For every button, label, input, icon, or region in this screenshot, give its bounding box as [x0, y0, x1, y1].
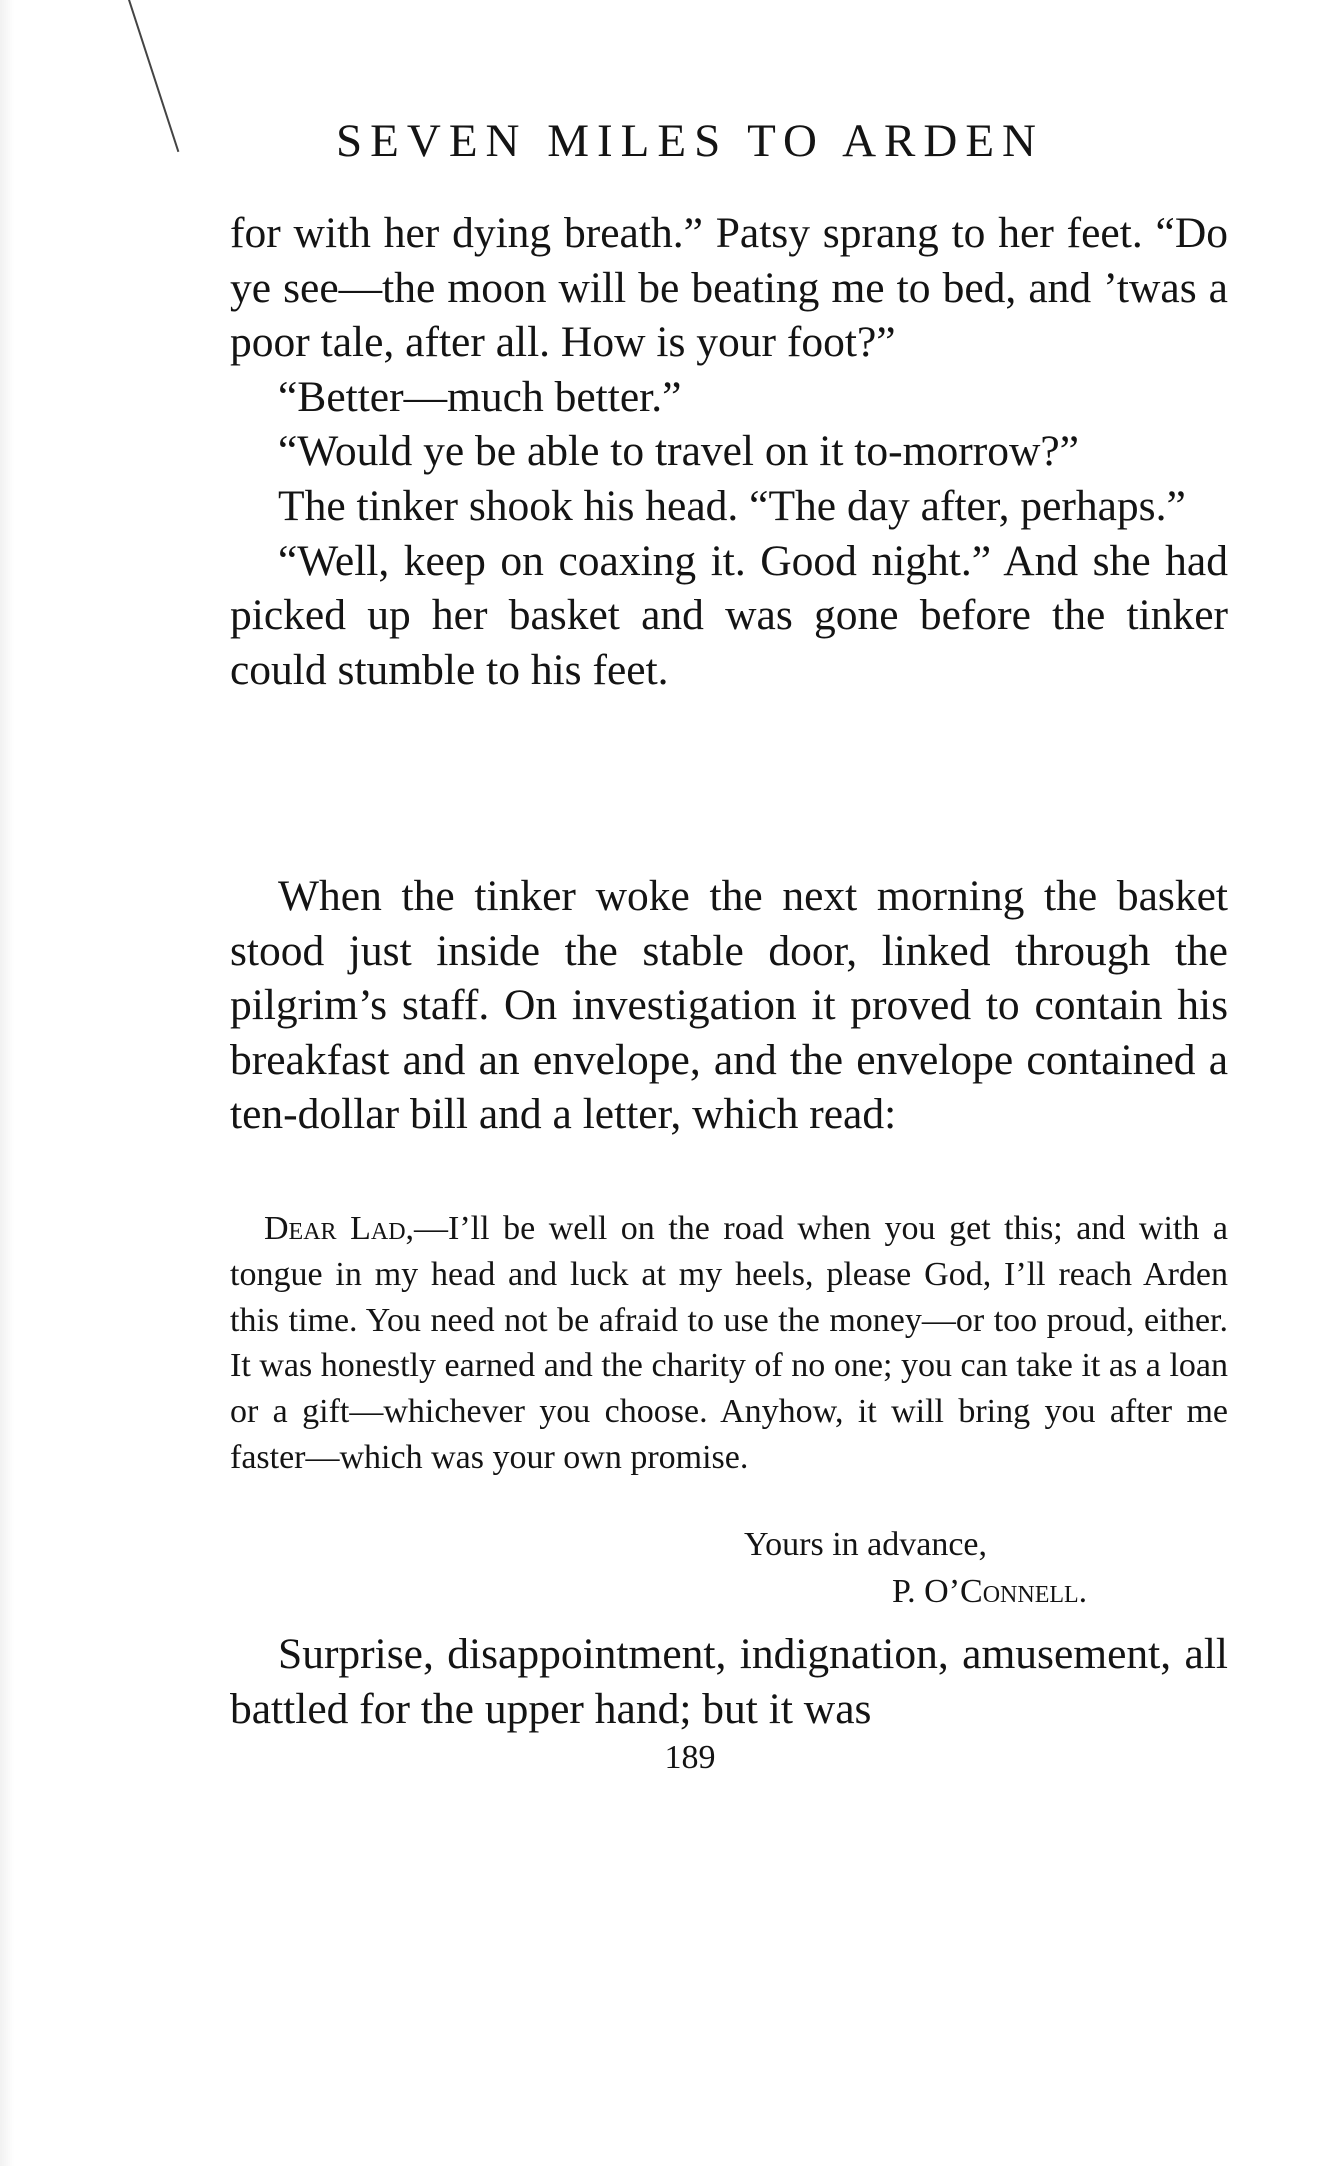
paragraph-dialogue-ending: for with her dying breath.” Patsy sprang to her feet. “Do ye see—the moon will be beating me to bed, and ’twas a poor tale, after all. How is your foot?” [230, 209, 1228, 367]
paragraph-surprise: Surprise, disappointment, indignation, amusement, all battled for the upper hand; but it was [230, 1630, 1228, 1733]
page-edge-shadow [0, 0, 14, 2166]
paragraph-better: “Better—much better.” [278, 372, 682, 421]
letter-text: —I’ll be well on the road when you get this; and with a tongue in my head and luck at my heels, please God, I’ll reach Arden this time. You need not be afraid to use the money—or too proud, either. It was honestly earned and the charity of no one; you can take it as a loan or a gift—whichever you choose. Anyhow, it will bring you after me faster—which was your own promise. [230, 1210, 1228, 1476]
paragraph-next-morning: When the tinker woke the next morning the basket stood just inside the stable door, linked through the pilgrim’s staff. On investigation it proved to contain his breakfast and an envelope, and the envelope contained a ten-dollar bill and a letter, which read: [230, 872, 1228, 1139]
opening-text-block [230, 206, 1228, 697]
morning-text-block [230, 869, 1228, 1142]
running-head: SEVEN MILES TO ARDEN [336, 115, 1044, 167]
letter-salutation: Dear Lad, [264, 1210, 415, 1247]
letter-closing: Yours in advance, [744, 1526, 988, 1563]
paragraph-travel-question: “Would ye be able to travel on it to-morrow?” [278, 427, 1079, 476]
page-number: 189 [664, 1739, 716, 1776]
letter-signature: P. O’Connell. [892, 1573, 1088, 1610]
closing-text-block [230, 1627, 1228, 1736]
paragraph-good-night: “Well, keep on coaxing it. Good night.” And she had picked up her basket and was gone before the tinker could stumble to his feet. [230, 536, 1228, 694]
paragraph-tinker-reply: The tinker shook his head. “The day after, perhaps.” [278, 481, 1186, 530]
letter-body [230, 1206, 1228, 1481]
corner-pen-mark [128, 0, 179, 152]
